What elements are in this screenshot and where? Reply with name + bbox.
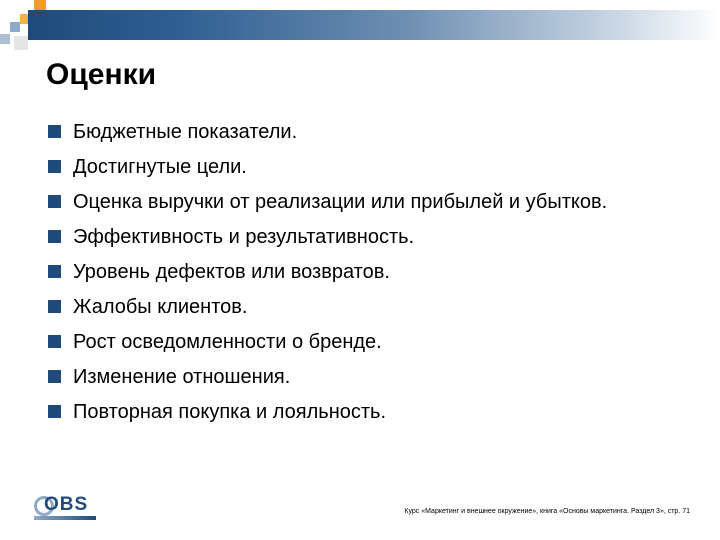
square-bullet-icon [48, 300, 61, 313]
square-bullet-icon [48, 160, 61, 173]
logo-text: OBS [44, 494, 89, 515]
bullet-item [46, 330, 666, 354]
bullet-text: Достигнутые цели. [73, 156, 247, 178]
bullet-text: Уровень дефектов или возвратов. [73, 261, 390, 283]
square-bullet-icon [48, 405, 61, 418]
bullet-item [46, 295, 666, 319]
square-bullet-icon [48, 195, 61, 208]
square-bullet-icon [48, 335, 61, 348]
logo-underline [34, 516, 96, 520]
square-bullet-icon [48, 265, 61, 278]
bullet-item [46, 190, 666, 214]
bullet-text: Изменение отношения. [73, 366, 291, 388]
blue-square [0, 34, 10, 44]
bullet-item [46, 260, 666, 284]
bullet-item [46, 155, 666, 179]
bullet-text: Рост осведомленности о бренде. [73, 331, 382, 353]
bullet-text: Жалобы клиентов. [73, 296, 248, 318]
bullet-text: Бюджетные показатели. [73, 121, 298, 143]
bullet-text: Оценка выручки от реализации или прибылей и убытков. [73, 191, 608, 213]
obs-logo [34, 494, 96, 524]
bullet-text: Повторная покупка и лояльность. [73, 401, 387, 423]
gray-square [14, 36, 28, 50]
square-bullet-icon [48, 230, 61, 243]
bullet-item [46, 365, 666, 389]
blue-square [10, 22, 20, 32]
bullet-text: Эффективность и результативность. [73, 226, 415, 248]
bullet-list [46, 120, 666, 435]
header-gradient-bar [28, 10, 720, 40]
bullet-item [46, 400, 666, 424]
square-bullet-icon [48, 370, 61, 383]
footer-citation: Курс «Маркетинг и внешнее окружение», книга «Основы маркетинга. Раздел 3», стр. 71 [404, 508, 690, 515]
square-bullet-icon [48, 125, 61, 138]
bullet-item [46, 120, 666, 144]
bullet-item [46, 225, 666, 249]
slide-title: Оценки [46, 58, 157, 91]
